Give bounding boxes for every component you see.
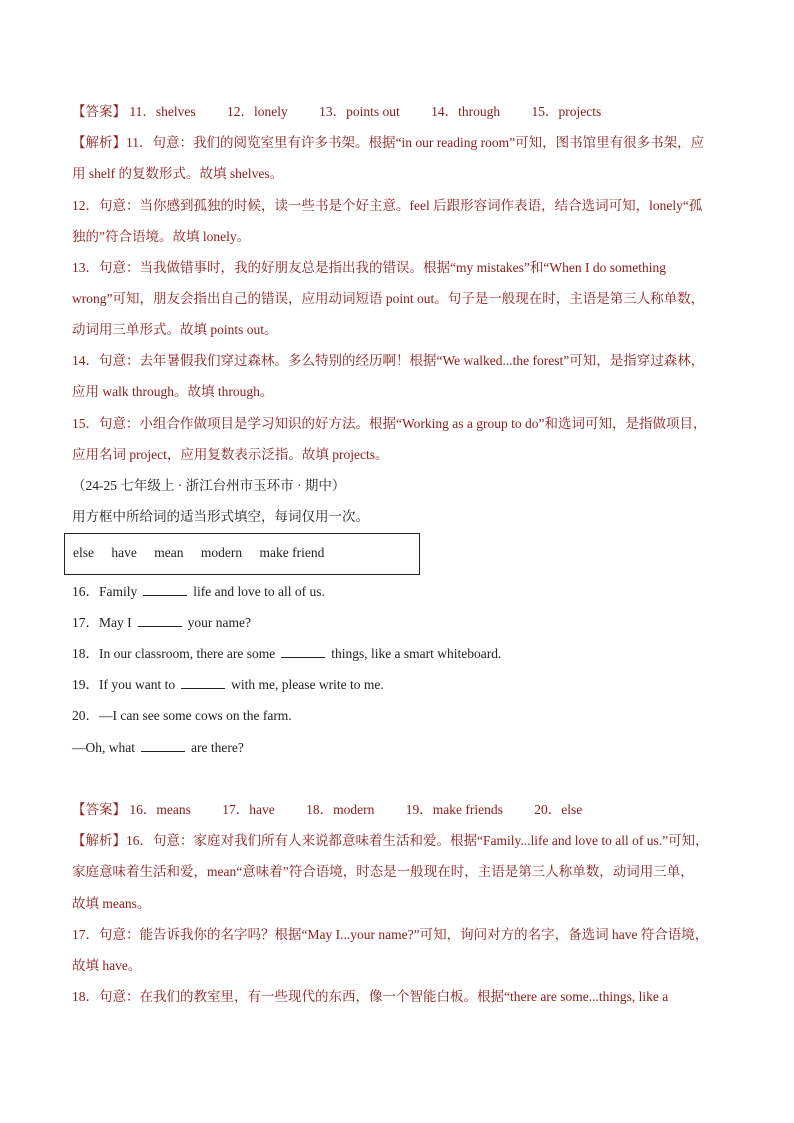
answer-label: 【答案】 — [72, 104, 126, 119]
instruction-line: 用方框中所给词的适当形式填空，每词仅用一次。 — [72, 509, 369, 524]
word-box-item: make friend — [259, 545, 325, 560]
question-text: 17．May I — [72, 615, 132, 630]
answer-item: 14．through — [431, 104, 501, 119]
source-line: （24-25 七年级上 · 浙江台州市玉环市 · 期中） — [72, 478, 346, 493]
question-text: 19．If you want to — [72, 677, 176, 692]
question-text: 16．Family — [72, 584, 138, 599]
answer-blank[interactable] — [181, 676, 225, 689]
analysis-line: 14．句意：去年暑假我们穿过森林。多么特别的经历啊！根据“We walked...the forest”可知，是指穿过森林， — [72, 353, 705, 368]
answer-item: 11．shelves — [129, 104, 196, 119]
question-text: things, like a smart whiteboard. — [331, 646, 502, 661]
question-text: 20．—I can see some cows on the farm. — [72, 708, 292, 723]
answer-item: 17．have — [222, 802, 275, 817]
question-text: —Oh, what — [72, 740, 135, 755]
answer-item: 12．lonely — [227, 104, 288, 119]
answer-item: 19．make friends — [405, 802, 503, 817]
answer-blank[interactable] — [281, 645, 325, 658]
answer-item: 16．means — [129, 802, 191, 817]
question-text: life and love to all of us. — [193, 584, 325, 599]
question-text: with me, please write to me. — [231, 677, 384, 692]
analysis-text: 11．句意：我们的阅览室里有许多书架。根据“in our reading room”可知，图书馆里有很多书架，应 — [126, 135, 705, 150]
question-20-reply — [72, 738, 734, 758]
question-text: 18．In our classroom, there are some — [72, 646, 276, 661]
analysis-line: 故填 means。 — [72, 896, 151, 911]
analysis-label: 【解析】 — [72, 833, 126, 848]
analysis-line: 15．句意：小组合作做项目是学习知识的好方法。根据“Working as a group to do”和选词可知，是指做项目， — [72, 416, 707, 431]
answer-item: 13．points out — [319, 104, 400, 119]
answer-line-2 — [72, 800, 734, 820]
question-text: your name? — [187, 615, 251, 630]
question-16 — [72, 582, 734, 602]
word-box-item: else — [73, 545, 94, 560]
question-20 — [72, 706, 734, 726]
answer-line-1 — [72, 102, 734, 122]
analysis-label: 【解析】 — [72, 135, 126, 150]
word-box-item: modern — [200, 545, 243, 560]
analysis-line: 故填 have。 — [72, 958, 142, 973]
question-17 — [72, 613, 734, 633]
answer-blank[interactable] — [138, 614, 182, 627]
answer-blank[interactable] — [143, 583, 187, 596]
question-19 — [72, 675, 734, 695]
analysis-text: 16．句意：家庭对我们所有人来说都意味着生活和爱。根据“Family...life and love to all of us.”可知， — [126, 833, 709, 848]
word-box — [64, 533, 420, 575]
analysis-line: 家庭意味着生活和爱，mean“意味着”符合语境，时态是一般现在时，主语是第三人称单数，动词用三单， — [72, 864, 694, 879]
analysis-line: 18．句意：在我们的教室里，有一些现代的东西，像一个智能白板。根据“there are some...things, like a — [72, 989, 669, 1004]
answer-label: 【答案】 — [72, 802, 126, 817]
analysis-line: 17．句意：能告诉我你的名字吗？根据“May I...your name?”可知，询问对方的名字，备选词 have 符合语境， — [72, 927, 709, 942]
analysis-line: 动词用三单形式。故填 points out。 — [72, 322, 278, 337]
analysis-line: 13．句意：当我做错事时，我的好朋友总是指出我的错误。根据“my mistakes”和“When I do something — [72, 260, 666, 275]
analysis-line: 应用 walk through。故填 through。 — [72, 384, 274, 399]
answer-item: 18．modern — [306, 802, 375, 817]
word-box-words — [73, 545, 338, 561]
word-box-item: have — [111, 545, 137, 560]
answer-blank[interactable] — [141, 739, 185, 752]
analysis-line: 应用名词 project，应用复数表示泛指。故填 projects。 — [72, 447, 389, 462]
answer-item: 15．projects — [531, 104, 602, 119]
analysis-line — [72, 133, 734, 153]
question-18 — [72, 644, 734, 664]
answer-item: 20．else — [534, 802, 583, 817]
analysis-line: 独的”符合语境。故填 lonely。 — [72, 229, 251, 244]
analysis-line: 12．句意：当你感到孤独的时候，读一些书是个好主意。feel 后跟形容词作表语，结合选词可知，lonely“孤 — [72, 198, 703, 213]
analysis-line: wrong”可知，朋友会指出自己的错误，应用动词短语 point out。句子是一般现在时，主语是第三人称单数， — [72, 291, 705, 306]
word-box-item: mean — [154, 545, 184, 560]
analysis-line: 用 shelf 的复数形式。故填 shelves。 — [72, 166, 284, 181]
question-text: are there? — [191, 740, 244, 755]
analysis-line — [72, 831, 734, 851]
